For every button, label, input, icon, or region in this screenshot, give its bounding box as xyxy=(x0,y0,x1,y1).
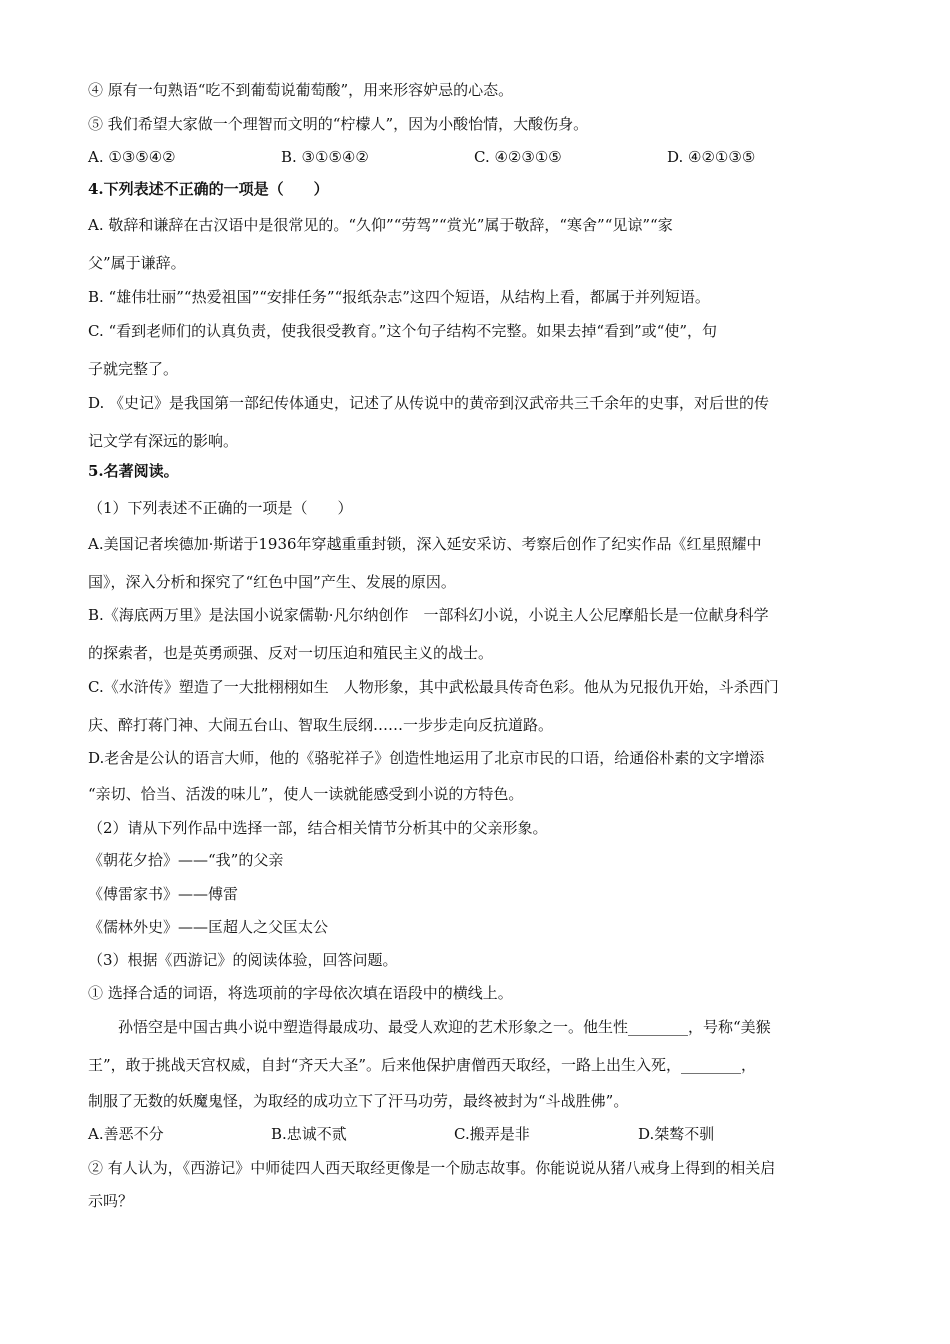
q5-part3-passage-line3: 制服了无数的妖魔鬼怪，为取经的成功立下了汗马功劳，最终被封为“斗战胜佛”。 xyxy=(88,1092,629,1110)
q5-part2-work-1: 《朝花夕拾》——“我”的父亲 xyxy=(88,851,284,869)
q4-option-c[interactable]: C. “看到老师们的认真负责，使我很受教育。”这个句子结构不完整。如果去掉“看到”或“使”，句 xyxy=(88,322,717,340)
q4-option-d-cont: 记文学有深远的影响。 xyxy=(88,432,239,450)
q3-item-5: ⑤ 我们希望大家做一个理智而文明的“柠檬人”，因为小酸怡情，大酸伤身。 xyxy=(88,115,589,133)
q5-part3-option-d[interactable]: D.桀骜不驯 xyxy=(638,1125,715,1143)
q4-option-c-cont: 子就完整了。 xyxy=(88,360,179,378)
q3-option-b[interactable]: B. ③①⑤④② xyxy=(281,148,369,166)
q5-part3-option-a[interactable]: A.善恶不分 xyxy=(88,1125,164,1143)
q4-option-a-cont: 父”属于谦辞。 xyxy=(88,254,186,272)
q5-part3-sub1: ① 选择合适的词语，将选项前的字母依次填在语段中的横线上。 xyxy=(88,984,513,1002)
q5-part3-passage-line2: 王”，敢于挑战天宫权威，自封“齐天大圣”。后来他保护唐僧西天取经，一路上出生入死，________， xyxy=(88,1056,757,1074)
q5-part1-option-d-cont: “亲切、恰当、活泼的味儿”，使人一读就能感受到小说的方特色。 xyxy=(88,785,524,803)
q5-part1-option-d[interactable]: D.老舍是公认的语言大师，他的《骆驼祥子》创造性地运用了北京市民的口语，给通俗朴素的文字增添 xyxy=(88,749,765,767)
q5-part3-sub2-cont: 示吗？ xyxy=(88,1192,134,1210)
q4-option-b[interactable]: B. “雄伟壮丽”“热爱祖国”“安排任务”“报纸杂志”这四个短语，从结构上看，都属于并列短语。 xyxy=(88,288,710,306)
q4-stem: 4.下列表述不正确的一项是（ ） xyxy=(88,180,329,198)
q5-part1-option-c[interactable]: C.《水浒传》塑造了一大批栩栩如生 人物形象，其中武松最具传奇色彩。他从为兄报仇开始，斗杀西门 xyxy=(88,678,779,696)
q5-part2-work-3: 《儒林外史》——匡超人之父匡太公 xyxy=(88,918,329,936)
q5-part2-stem: （2）请从下列作品中选择一部，结合相关情节分析其中的父亲形象。 xyxy=(88,819,548,837)
q5-part2-work-2: 《傅雷家书》——傅雷 xyxy=(88,885,239,903)
q5-part3-option-b[interactable]: B.忠诚不贰 xyxy=(271,1125,347,1143)
q3-option-a[interactable]: A. ①③⑤④② xyxy=(88,148,176,166)
q5-part1-option-b[interactable]: B.《海底两万里》是法国小说家儒勒·凡尔纳创作 一部科幻小说，小说主人公尼摩船长是一位献身科学 xyxy=(88,606,769,624)
q5-part3-stem: （3）根据《西游记》的阅读体验，回答问题。 xyxy=(88,951,398,969)
q5-part3-sub2: ② 有人认为，《西游记》中师徒四人西天取经更像是一个励志故事。你能说说从猪八戒身上得到的相关启 xyxy=(88,1159,776,1177)
q4-option-a[interactable]: A. 敬辞和谦辞在古汉语中是很常见的。“久仰”“劳驾”“赏光”属于敬辞，“寒舍”“见谅”“家 xyxy=(88,216,673,234)
q5-part1-option-a-cont: 国》，深入分析和探究了“红色中国”产生、发展的原因。 xyxy=(88,573,456,591)
q3-item-4: ④ 原有一句熟语“吃不到葡萄说葡萄酸”，用来形容妒忌的心态。 xyxy=(88,81,514,99)
q5-part1-option-b-cont: 的探索者，也是英勇顽强、反对一切压迫和殖民主义的战士。 xyxy=(88,644,494,662)
q5-stem: 5.名著阅读。 xyxy=(88,462,179,480)
q5-part3-option-c[interactable]: C.搬弄是非 xyxy=(454,1125,530,1143)
q5-part1-option-c-cont: 庆、醉打蒋门神、大闹五台山、智取生辰纲……一步步走向反抗道路。 xyxy=(88,716,554,734)
q3-option-c[interactable]: C. ④②③①⑤ xyxy=(474,148,562,166)
q5-part1-stem: （1）下列表述不正确的一项是（ ） xyxy=(88,499,353,517)
q5-part3-passage-line1: 孙悟空是中国古典小说中塑造得最成功、最受人欢迎的艺术形象之一。他生性________，号称“美猴 xyxy=(118,1018,771,1036)
q4-option-d[interactable]: D. 《史记》是我国第一部纪传体通史，记述了从传说中的黄帝到汉武帝共三千余年的史事，对后世的传 xyxy=(88,394,770,412)
q3-option-d[interactable]: D. ④②①③⑤ xyxy=(667,148,756,166)
q5-part1-option-a[interactable]: A.美国记者埃德加·斯诺于1936年穿越重重封锁，深入延安采访、考察后创作了纪实作品《红星照耀中 xyxy=(88,535,762,553)
